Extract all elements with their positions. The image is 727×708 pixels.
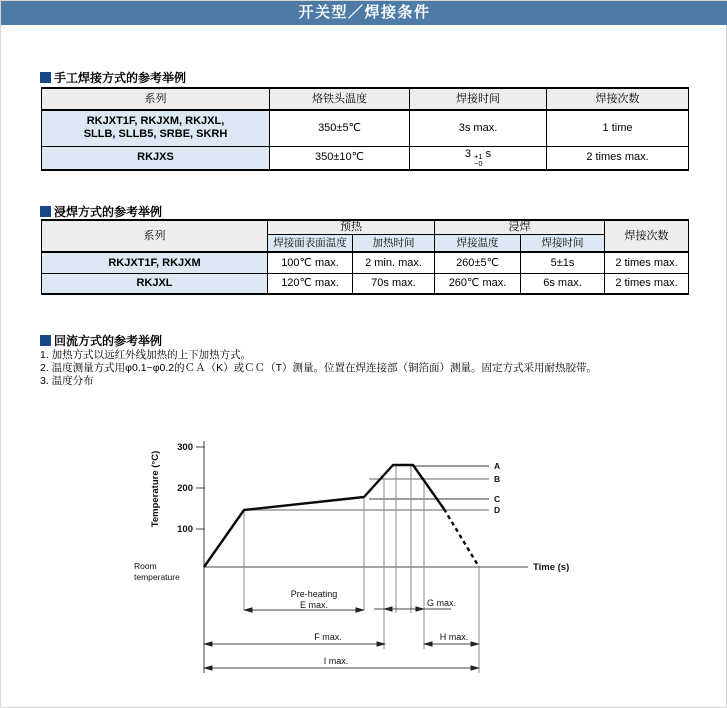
y-tick-label-100: 100 bbox=[177, 524, 193, 535]
header-soldering-count: 焊接次数 bbox=[547, 88, 689, 110]
cell-soldering-time: 6s max. bbox=[521, 273, 605, 294]
y-tick-label-200: 200 bbox=[177, 483, 193, 494]
section-manual-title: 手工焊接方式的参考举例 bbox=[54, 71, 187, 85]
cell-series: RKJXL bbox=[42, 273, 268, 294]
temperature-profile-curve bbox=[204, 465, 444, 567]
header-heating-time: 加热时间 bbox=[353, 234, 435, 252]
dip-table-group-header-row bbox=[42, 220, 689, 234]
cell-soldering-temperature: 260℃ max. bbox=[435, 273, 521, 294]
dim-label-i-max: I max. bbox=[323, 656, 349, 666]
cell-tip-temperature: 350±10℃ bbox=[270, 146, 410, 170]
section-bullet-icon bbox=[40, 335, 51, 346]
dip-table-row-1 bbox=[42, 252, 689, 273]
ref-label-a: A bbox=[494, 461, 501, 471]
time-tolerance-stack bbox=[474, 153, 483, 168]
cell-surface-temperature: 100℃ max. bbox=[268, 252, 353, 273]
section-dip-title: 浸焊方式的参考举例 bbox=[54, 205, 163, 219]
manual-table-row-1 bbox=[42, 110, 689, 146]
section-reflow-title: 回流方式的参考举例 bbox=[54, 334, 163, 348]
cell-soldering-count: 2 times max. bbox=[605, 252, 689, 273]
section-reflow-heading bbox=[40, 332, 162, 349]
dip-table-row-2 bbox=[42, 273, 689, 294]
x-axis-label: Time (s) bbox=[533, 562, 570, 573]
reflow-note-3: 3. 温度分布 bbox=[40, 374, 94, 387]
manual-table-row-2 bbox=[42, 146, 689, 170]
section-manual-heading bbox=[40, 69, 186, 86]
dip-soldering-table bbox=[41, 219, 689, 295]
cell-tip-temperature: 350±5℃ bbox=[270, 110, 410, 146]
temperature-profile-cooling-dashed bbox=[444, 509, 479, 567]
cell-soldering-time: 5±1s bbox=[521, 252, 605, 273]
section-bullet-icon bbox=[40, 72, 51, 83]
origin-label-temperature: temperature bbox=[134, 572, 180, 582]
series-line-1: RKJXT1F, RKJXM, RKJXL, bbox=[86, 115, 225, 128]
y-tick-label-300: 300 bbox=[177, 442, 193, 453]
page-header-bar bbox=[1, 1, 727, 25]
origin-label-room: Room bbox=[134, 561, 157, 571]
dim-label-h-max: H max. bbox=[439, 632, 469, 642]
header-series: 系列 bbox=[42, 88, 270, 110]
dim-label-e-max: E max. bbox=[299, 600, 329, 610]
manual-soldering-table bbox=[41, 87, 689, 171]
cell-series: RKJXS bbox=[42, 146, 270, 170]
cell-soldering-time-tolerance bbox=[410, 146, 547, 170]
reflow-temperature-profile-chart bbox=[131, 421, 571, 686]
tolerance-upper: +1 bbox=[474, 151, 483, 161]
ref-label-d: D bbox=[494, 505, 501, 515]
cell-soldering-temperature: 260±5℃ bbox=[435, 252, 521, 273]
series-line-2: SLLB, SLLB5, SRBE, SKRH bbox=[83, 128, 228, 141]
reflow-notes bbox=[40, 349, 597, 388]
page-title: 开关型／焊接条件 bbox=[298, 4, 431, 21]
dim-label-g-max: G max. bbox=[427, 598, 457, 608]
header-preheat-group: 预热 bbox=[268, 220, 435, 234]
dim-label-preheating: Pre-heating bbox=[290, 589, 338, 599]
dim-label-f-max: F max. bbox=[314, 632, 342, 642]
header-soldering-time: 焊接时间 bbox=[410, 88, 547, 110]
cell-heating-time: 70s max. bbox=[353, 273, 435, 294]
reflow-note-1: 1. 加热方式以远红外线加热的上下加热方式。 bbox=[40, 349, 252, 361]
y-axis-label: Temperature (°C) bbox=[150, 450, 161, 528]
time-base: 3 bbox=[464, 147, 472, 160]
header-surface-temperature: 焊接面表面温度 bbox=[268, 234, 353, 252]
reflow-note-2: 2. 温度测量方式用φ0.1~φ0.2的ＣＡ（K）或ＣＣ（T）测量。位置在焊连接部（铜箔面）测量。固定方式采用耐热胶带。 bbox=[40, 361, 598, 374]
header-soldering-temperature: 焊接温度 bbox=[435, 234, 521, 252]
ref-label-c: C bbox=[494, 494, 501, 504]
header-tip-temperature: 烙铁头温度 bbox=[270, 88, 410, 110]
cell-heating-time: 2 min. max. bbox=[353, 252, 435, 273]
manual-table-header-row bbox=[42, 88, 689, 110]
tolerance-lower: −0 bbox=[474, 159, 483, 169]
ref-label-b: B bbox=[494, 474, 501, 484]
cell-surface-temperature: 120℃ max. bbox=[268, 273, 353, 294]
cell-soldering-count: 2 times max. bbox=[605, 273, 689, 294]
header-series: 系列 bbox=[42, 220, 268, 252]
cell-series bbox=[42, 110, 270, 146]
header-dip-group: 浸焊 bbox=[435, 220, 605, 234]
section-bullet-icon bbox=[40, 206, 51, 217]
time-unit: s bbox=[485, 147, 492, 160]
cell-series: RKJXT1F, RKJXM bbox=[42, 252, 268, 273]
header-soldering-count: 焊接次数 bbox=[605, 220, 689, 252]
header-soldering-time: 焊接时间 bbox=[521, 234, 605, 252]
section-dip-heading bbox=[40, 203, 162, 220]
cell-soldering-count: 1 time bbox=[547, 110, 689, 146]
cell-soldering-count: 2 times max. bbox=[547, 146, 689, 170]
cell-soldering-time: 3s max. bbox=[410, 110, 547, 146]
